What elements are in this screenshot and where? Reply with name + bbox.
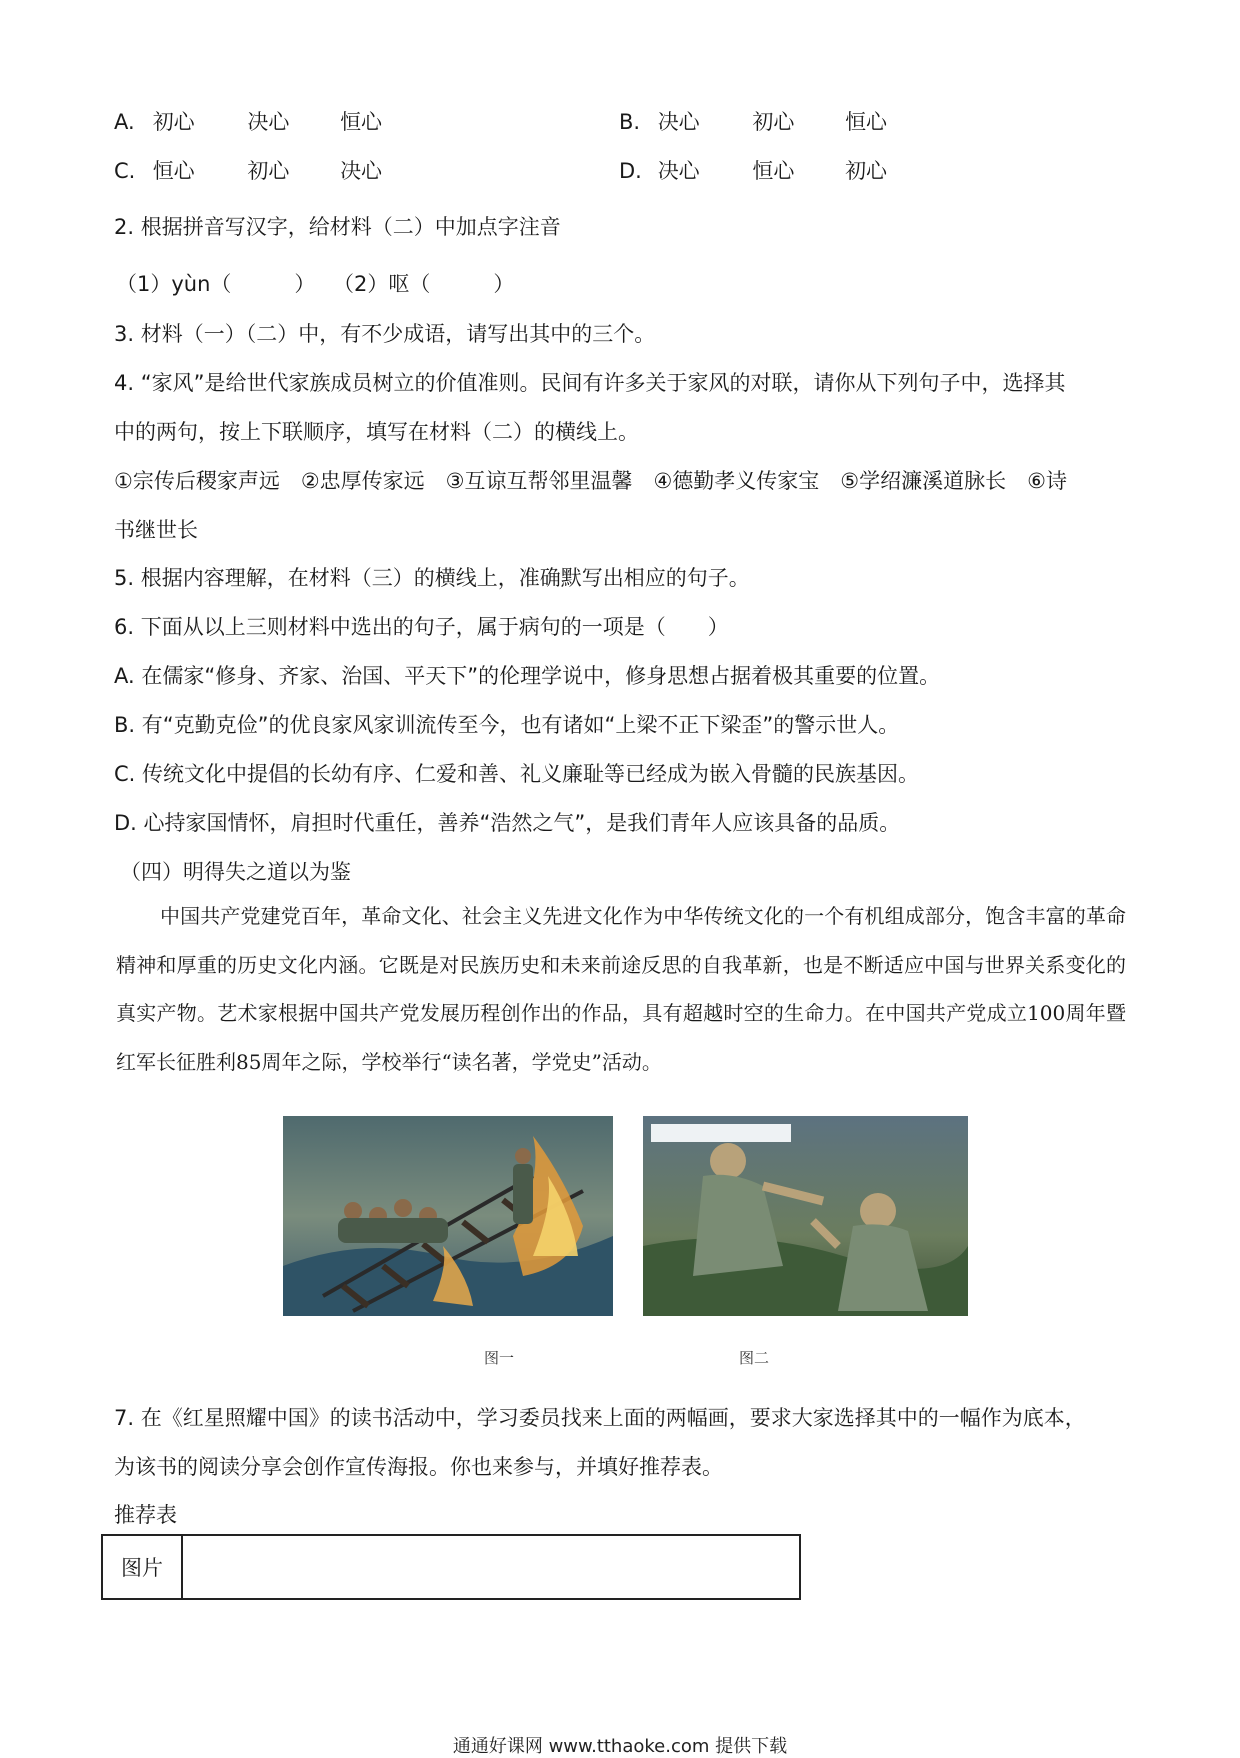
option-word: 初心 xyxy=(752,110,795,134)
figure-2-image xyxy=(643,1116,968,1316)
option-word: 恒心 xyxy=(845,110,888,134)
option-label: D. xyxy=(619,159,642,183)
option-label: B. xyxy=(619,110,641,134)
figure-1-caption: 图一 xyxy=(484,1349,515,1367)
recommendation-table xyxy=(101,1534,801,1600)
option-word: 决心 xyxy=(657,110,700,134)
q3-stem: 3. 材料（一）（二）中，有不少成语，请写出其中的三个。 xyxy=(114,322,656,346)
option-word: 恒心 xyxy=(152,159,195,183)
q6-stem: 6. 下面从以上三则材料中选出的句子，属于病句的一项是（ ） xyxy=(114,615,729,639)
q4-couplet-options: ①宗传后稷家声远 ②忠厚传家远 ③互谅互帮邻里温馨 ④德勤孝义传家宝 ⑤学绍濂溪道脉长 ⑥诗 xyxy=(114,469,1067,493)
section-heading: （四）明得失之道以为鉴 xyxy=(120,860,351,884)
q6-option-b: B. 有“克勤克俭”的优良家风家训流传至今，也有诸如“上梁不正下梁歪”的警示世人。 xyxy=(114,713,900,737)
table-row-label: 图片 xyxy=(103,1536,183,1598)
q7-line-2: 为该书的阅读分享会创作宣传海报。你也来参与，并填好推荐表。 xyxy=(114,1455,723,1479)
q7-line-1: 7. 在《红星照耀中国》的读书活动中，学习委员找来上面的两幅画，要求大家选择其中的一幅作为底本， xyxy=(114,1406,1086,1430)
option-word: 恒心 xyxy=(752,159,795,183)
option-word: 初心 xyxy=(247,159,290,183)
option-word: 恒心 xyxy=(340,110,383,134)
option-word: 决心 xyxy=(340,159,383,183)
q6-option-c: C. 传统文化中提倡的长幼有序、仁爱和善、礼义廉耻等已经成为嵌入骨髓的民族基因。 xyxy=(114,762,920,786)
q4-line-2: 中的两句，按上下联顺序，填写在材料（二）的横线上。 xyxy=(114,420,639,444)
figure-2-caption: 图二 xyxy=(739,1349,770,1367)
page-footer: 通通好课网 www.tthaoke.com 提供下载 xyxy=(452,1736,788,1757)
figure-1-image xyxy=(283,1116,613,1316)
option-label: C. xyxy=(114,159,136,183)
q2-blank-1: （1）yùn（ ） xyxy=(116,272,316,296)
q1-option-c xyxy=(114,155,382,185)
q2-blank-2: （2）呕（ ） xyxy=(333,272,515,296)
option-label: A. xyxy=(114,110,135,134)
q4-line-1: 4. “家风”是给世代家族成员树立的价值准则。民间有许多关于家风的对联，请你从下列句子中，选择其 xyxy=(114,371,1066,395)
q4-couplet-options-cont: 书继世长 xyxy=(114,518,198,542)
painting-bridge-crossing-icon xyxy=(283,1116,613,1316)
q1-option-a xyxy=(114,106,382,136)
q6-option-a: A. 在儒家“修身、齐家、治国、平天下”的伦理学说中，修身思想占据着极其重要的位置。 xyxy=(114,664,941,688)
painting-soldiers-grassland-icon xyxy=(643,1116,968,1316)
q5-stem: 5. 根据内容理解，在材料（三）的横线上，准确默写出相应的句子。 xyxy=(114,566,750,590)
option-word: 决心 xyxy=(247,110,290,134)
section-paragraph: 中国共产党建党百年，革命文化、社会主义先进文化作为中华传统文化的一个有机组成部分，饱含丰富的革命精神和厚重的历史文化内涵。它既是对民族历史和未来前途反思的自我革新，也是不断适应中国与世界关系变化的真实产物。艺术家根据中国共产党发展历程创作出的作品，具有超越时空的生命力。在中国共产党成立100周年暨红军长征胜利85周年之际，学校举行“读名著，学党史”活动。 xyxy=(116,904,1126,1074)
q6-option-d: D. 心持家国情怀，肩担时代重任，善养“浩然之气”，是我们青年人应该具备的品质。 xyxy=(114,811,901,835)
q2-stem: 2. 根据拼音写汉字，给材料（二）中加点字注音 xyxy=(114,215,561,239)
option-word: 初心 xyxy=(152,110,195,134)
table-title: 推荐表 xyxy=(114,1503,177,1527)
q1-option-d xyxy=(619,155,887,185)
option-word: 初心 xyxy=(845,159,888,183)
table-answer-cell[interactable] xyxy=(183,1536,799,1598)
q1-option-b xyxy=(619,106,887,136)
option-word: 决心 xyxy=(657,159,700,183)
